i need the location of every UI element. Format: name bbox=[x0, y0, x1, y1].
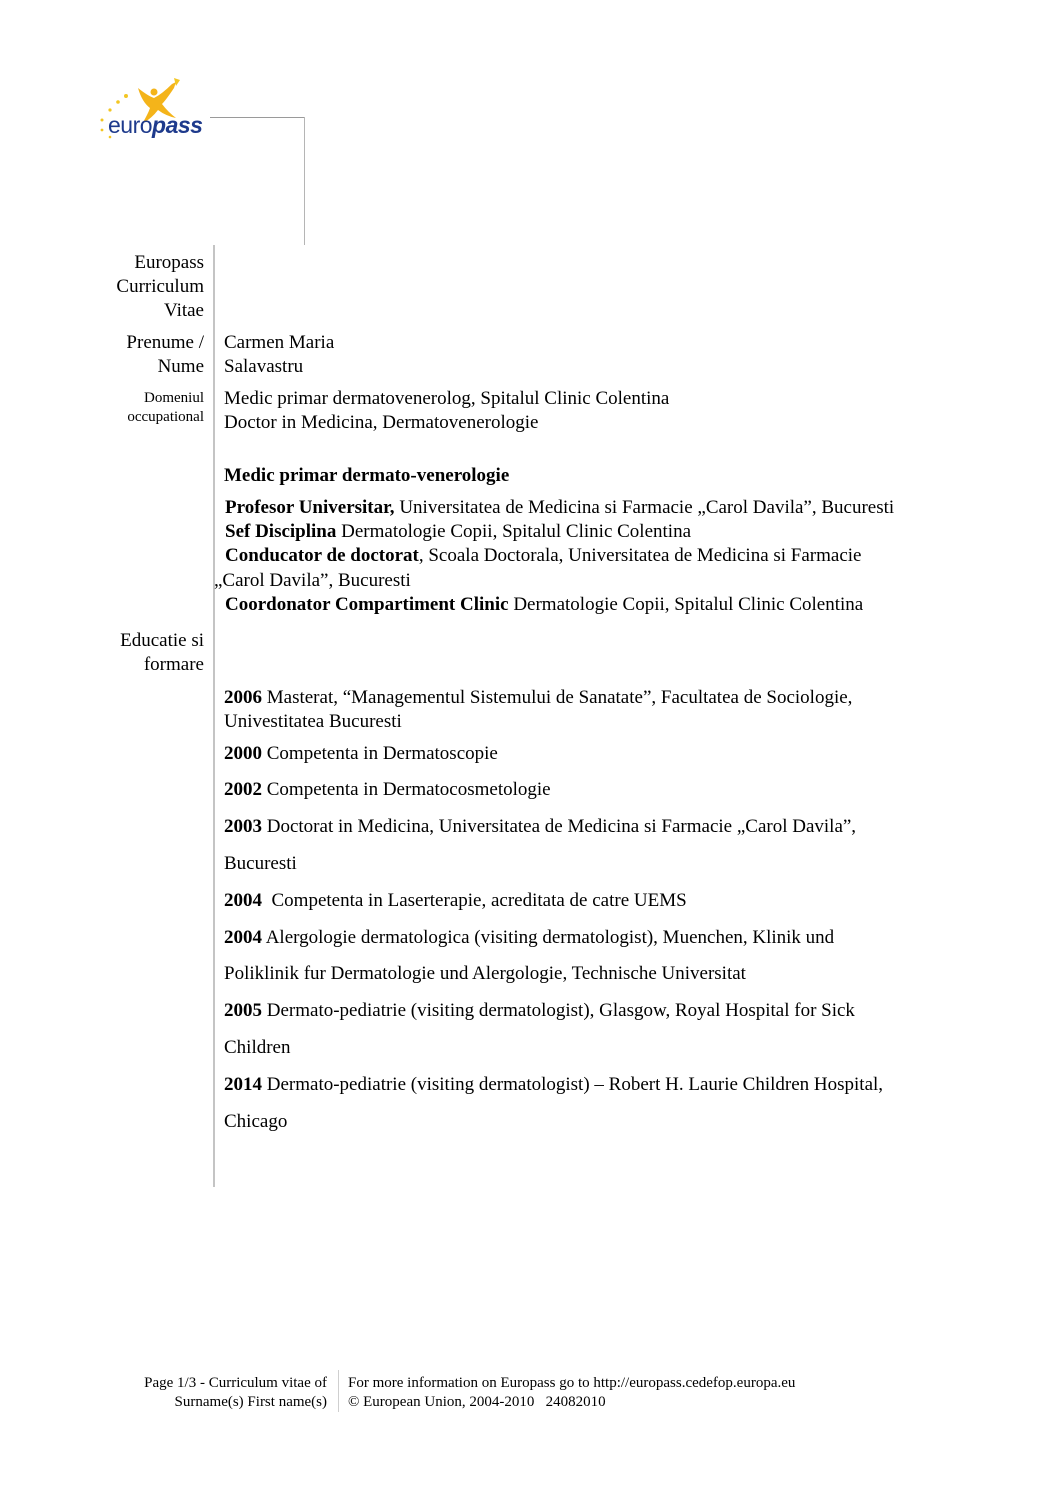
position-item: Medic primar dermato-venerologie bbox=[224, 465, 510, 486]
education-entry: 2000 Competenta in Dermatoscopie bbox=[224, 743, 498, 764]
education-entry: 2003 Doctorat in Medicina, Universitatea de Medicina si Farmacie „Carol Davila”, bbox=[224, 816, 857, 837]
occupation-label bbox=[127, 389, 204, 427]
position-item: Coordonator Compartiment Clinic Dermatologie Copii, Spitalul Clinic Colentina bbox=[225, 594, 864, 615]
full-name bbox=[224, 331, 334, 379]
position-item: Profesor Universitar, Universitatea de Medicina si Farmacie „Carol Davila”, Bucuresti bbox=[225, 497, 895, 518]
footer-page-info bbox=[144, 1374, 327, 1412]
education-entry-continuation: Chicago bbox=[224, 1111, 288, 1132]
education-entry: 2004 Alergologie dermatologica (visiting dermatologist), Muenchen, Klinik und bbox=[224, 927, 835, 948]
occupation-line: Medic primar dermatovenerolog, Spitalul Clinic Colentina bbox=[224, 388, 670, 409]
education-entry: 2006 Masterat, “Managementul Sistemului de Sanatate”, Facultatea de Sociologie, bbox=[224, 687, 853, 708]
footer-line: Page 1/3 - Curriculum vitae of bbox=[144, 1375, 327, 1391]
education-entry-continuation: Univestitatea Bucuresti bbox=[224, 711, 402, 732]
education-entry: 2014 Dermato-pediatrie (visiting dermatologist) – Robert H. Laurie Children Hospital, bbox=[224, 1074, 884, 1095]
occupation-label-line: occupational bbox=[127, 409, 204, 425]
position-item: Sef Disciplina Dermatologie Copii, Spitalul Clinic Colentina bbox=[225, 521, 692, 542]
header-divider-horizontal bbox=[210, 117, 304, 118]
education-label bbox=[120, 629, 204, 677]
europass-logo bbox=[96, 78, 216, 140]
education-entry-continuation: Poliklinik fur Dermatologie und Alergologie, Technische Universitat bbox=[224, 963, 746, 984]
education-entry-continuation: Bucuresti bbox=[224, 853, 297, 874]
position-item: Conducator de doctorat, Scoala Doctorala, Universitatea de Medicina si Farmacie bbox=[225, 545, 862, 566]
cv-title-line: Europass bbox=[134, 252, 204, 273]
column-divider bbox=[213, 245, 215, 1187]
occupation-label-line: Domeniul bbox=[144, 390, 204, 406]
footer-divider bbox=[338, 1370, 339, 1412]
footer-info bbox=[348, 1374, 795, 1412]
last-name: Salavastru bbox=[224, 356, 304, 377]
cv-title-line: Curriculum bbox=[116, 276, 204, 297]
first-name: Carmen Maria bbox=[224, 332, 335, 353]
education-entry: 2005 Dermato-pediatrie (visiting dermatologist), Glasgow, Royal Hospital for Sick bbox=[224, 1000, 855, 1021]
name-label-line: Nume bbox=[157, 356, 204, 377]
education-label-line: formare bbox=[143, 654, 204, 675]
education-entry-continuation: Children bbox=[224, 1037, 291, 1058]
cv-title-line: Vitae bbox=[163, 300, 204, 321]
education-entry: 2002 Competenta in Dermatocosmetologie bbox=[224, 779, 551, 800]
name-label-line: Prenume / bbox=[126, 332, 204, 353]
footer-line: Surname(s) First name(s) bbox=[174, 1394, 327, 1410]
cv-title bbox=[116, 251, 204, 323]
occupation-line: Doctor in Medicina, Dermatovenerologie bbox=[224, 412, 539, 433]
footer-link-text: For more information on Europass go to http://europass.cedefop.europa.eu bbox=[348, 1375, 796, 1391]
education-entry: 2004 Competenta in Laserterapie, acreditata de catre UEMS bbox=[224, 890, 687, 911]
education-label-line: Educatie si bbox=[120, 630, 204, 651]
position-item-continuation: „Carol Davila”, Bucuresti bbox=[214, 570, 411, 591]
footer-copyright: © European Union, 2004-2010 24082010 bbox=[348, 1394, 606, 1410]
name-label bbox=[126, 331, 204, 379]
europass-wordmark: europass bbox=[108, 112, 203, 138]
occupation-text bbox=[224, 387, 669, 435]
header-divider-vertical bbox=[304, 117, 305, 245]
